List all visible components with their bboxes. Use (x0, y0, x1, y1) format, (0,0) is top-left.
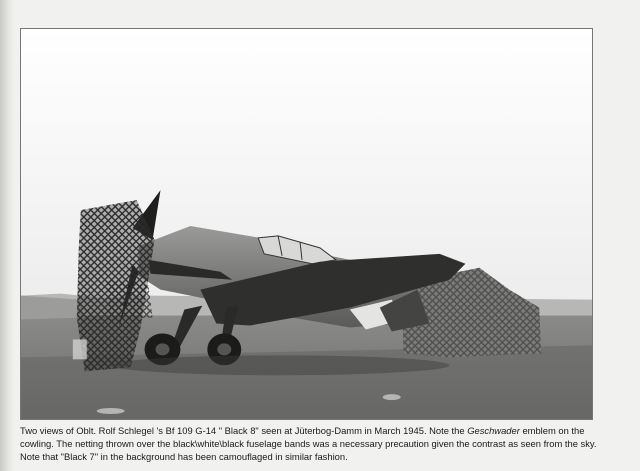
photo-caption (20, 424, 600, 463)
caption-emphasis: Geschwader (467, 425, 520, 436)
aircraft-photo (20, 28, 593, 420)
page-edge (0, 0, 14, 471)
caption-text-start: Two views of Oblt. Rolf Schlegel 's Bf 109 G-14 " Black 8" seen at Jüterbog-Damm in March 1945. Note the (20, 425, 468, 436)
aircraft-photo-illustration (21, 29, 592, 419)
caption-text-end: emblem on the cowling. The netting thrown over the black\white\black fuselage bands was a necessary precaution given the contrast as seen from the sky. Note that "Black 7" in the background has been camouflaged in similar fashion. (20, 425, 597, 462)
